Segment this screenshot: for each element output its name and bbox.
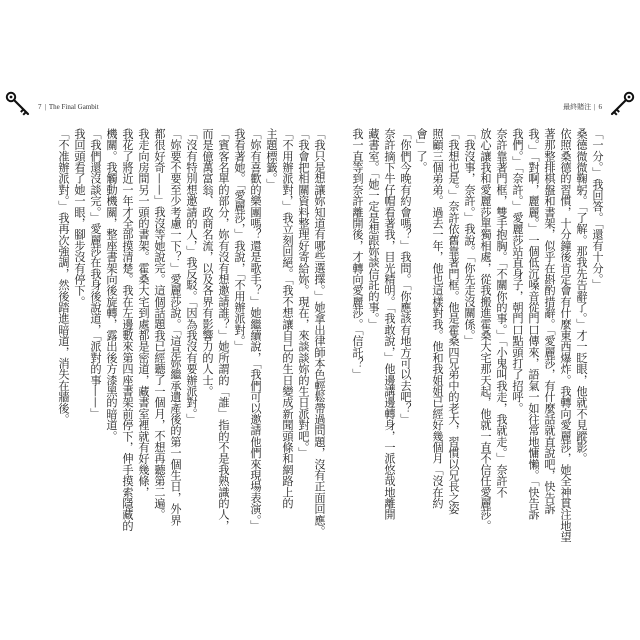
text-line: 桑德微微鞠躬。「了解。那我先告辭了。」才一眨眼，他就不見蹤影。 (575, 128, 588, 464)
text-line: 我們。」「奈許。」愛麗莎站直身子，朝門口點頭打了招呼。 (511, 128, 524, 414)
running-title: 最終賭注 (563, 103, 592, 111)
running-head (38, 103, 99, 112)
text-line: 都很好奇——」我沒等她說完。這個話題我已經聽了一個月，不想再聽第二遍。 (153, 128, 166, 520)
right-page (330, 0, 640, 640)
running-title: The Final Gambit (48, 103, 99, 111)
text-line: 「沒有特別想邀請的人，」我反駁。「因為我沒有要辦派對。」 (185, 128, 198, 425)
page-body-text (349, 128, 605, 558)
text-line: 依照桑德的習慣，十分鐘後肯定會有什麼東西爆炸。我轉向愛麗莎，她全神貫注地望 (559, 128, 572, 543)
text-line: 放心讓我和愛麗莎單獨相處，從我搬進霍桑大宅那天起，他就一直不信任愛麗莎。 (479, 128, 492, 532)
text-line: 我回頭看了她一眼，腳步沒有停下。 (73, 128, 86, 308)
text-line: 「我們還沒談完。」愛麗莎在我身後說道，「派對的事——」 (89, 128, 102, 420)
text-line: 「不用辦派對，」我立刻回絕。「我不想讓自己的生日變成新聞頭條和網路上的 (281, 128, 294, 509)
page-number: 6 (598, 103, 602, 111)
text-line: 「我沒事，奈許。」我說。「你先走沒關係。」 (463, 128, 476, 347)
text-line: 「賓客名單的部分，妳有沒有想邀請誰？」她所謂的「誰」指的不是我熟識的人， (217, 128, 230, 532)
text-line: 我一直等到奈許離開後，才轉向愛麗莎。「信託？」 (351, 128, 364, 380)
text-line: 會」了。 (415, 128, 428, 173)
text-line: 著那整排棋盤和書架，似乎在斟酌措辭。「愛麗莎，有什麼話就直說吧，快告訴 (543, 128, 556, 515)
text-line: 照顧三個弟弟。過去一年，他也這樣對我。他和我姐姐已經好幾個月「沒在約 (431, 128, 444, 509)
text-line: 我。」「對啊，麗麗。」一個低沉嗓音從門口傳來，語氣一如往常地慵懶。「快告訴 (527, 128, 540, 520)
running-head (563, 103, 602, 112)
header-separator: | (44, 103, 46, 111)
header-separator: | (594, 103, 596, 111)
text-line: 奈許摘下牛仔帽看著我，目光精明。「我敢說，」他邊講邊轉身，一派悠哉地離開 (383, 128, 396, 520)
text-line: 「妳要不要至少考慮一下？」愛麗莎說。「這是妳繼承遺產後的第一個生日，外界 (169, 128, 182, 526)
text-line: 「我想也是。」奈許依舊靠著門框。他是霍桑四兄弟中的老大，習慣以兄長之姿 (447, 128, 460, 515)
key-icon (607, 89, 637, 119)
text-line: 「你們今晚有約會嗎？」我問。「你應該有地方可以去吧？」 (399, 128, 412, 425)
key-icon (3, 89, 33, 119)
text-line: 我花了將近一年才全部摸清楚。我在左邊數來第四座書架前停下，伸手摸索隱藏的 (121, 128, 134, 532)
text-line: 我看著她。「愛麗莎，」我說，「不用辦派對。」 (233, 128, 246, 352)
text-line: 「妳有喜歡的樂團嗎？還是歌手？」她繼續說，「我們可以邀請他們來現場表演。」 (249, 128, 262, 532)
text-line: 奈許靠著門框，雙手抱胸。「不關你的事。」「小鬼叫我走，我就走。」奈許不 (495, 128, 508, 498)
text-line: 而是億萬富翁、政商名流，以及各界有影響力的人士。 (201, 128, 214, 397)
text-line: 「不准辦派對。」我再次強調，然後踏進暗道，消失在牆後。 (57, 128, 70, 425)
text-line: 「我只是想讓妳知道有哪些選擇。」她拿出律師本色輕鬆帶過問題，沒有正面回應。 (313, 128, 326, 537)
text-line: 「我會把相關資料整理好寄給妳。現在，來談談妳的生日派對吧。」 (297, 128, 310, 459)
text-line: 藏書室。「她一定是想跟妳談信託的事。」 (367, 128, 380, 330)
page-body-text (55, 128, 327, 558)
text-line: 「一分。」我回答。「還有十分。」 (591, 128, 604, 291)
text-line: 我走向房間另一頭的書架。霍桑大宅到處都是密道，藏書室裡就有好幾條， (137, 128, 150, 498)
page-number: 7 (38, 103, 42, 111)
text-line: 主題標籤。」 (265, 128, 278, 190)
text-line: 機關。我觸動機關，整座書架向後旋轉，露出後方漆黑的暗道。 (105, 128, 118, 442)
